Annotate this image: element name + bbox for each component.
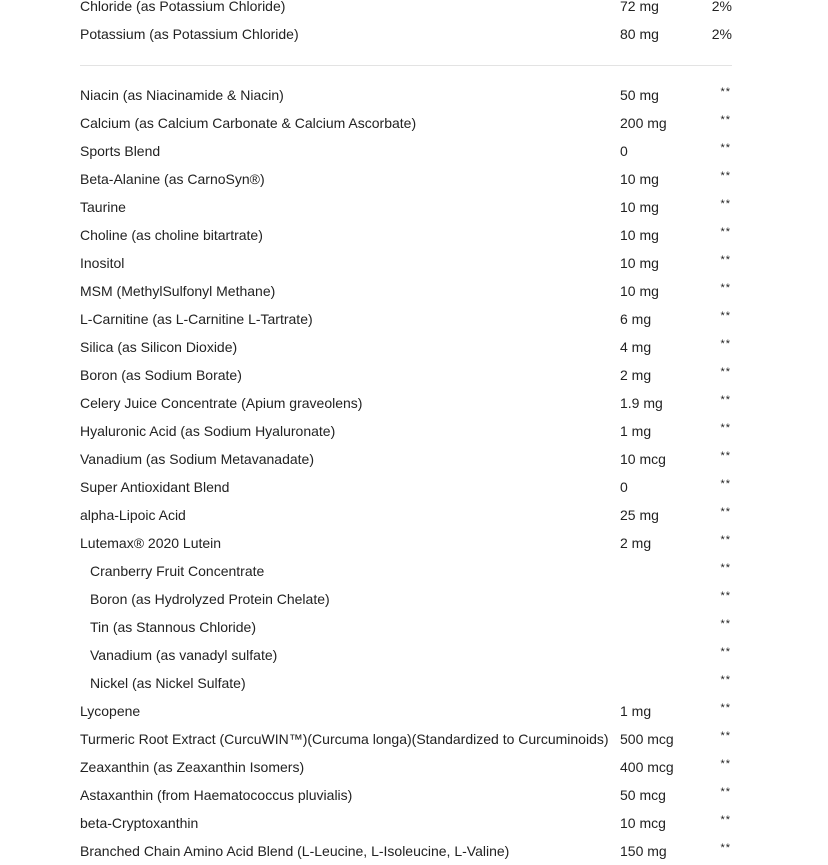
nutrient-amount: 6 mg xyxy=(620,311,652,327)
nutrient-amount: 0 xyxy=(620,143,628,159)
nutrient-name: Branched Chain Amino Acid Blend (L-Leucine, L-Isoleucine, L-Valine) xyxy=(80,843,510,859)
nutrient-name: Choline (as choline bitartrate) xyxy=(80,227,263,243)
daily-value: 2% xyxy=(711,26,732,42)
nutrient-name: L-Carnitine (as L-Carnitine L-Tartrate) xyxy=(80,311,313,327)
nutrient-name: Tin (as Stannous Chloride) xyxy=(90,619,257,635)
electrolyte-section xyxy=(80,0,732,48)
nutrient-row xyxy=(80,753,732,781)
nutrient-row xyxy=(80,697,732,725)
nutrient-row xyxy=(80,837,732,865)
daily-value: ** xyxy=(720,254,731,266)
daily-value: ** xyxy=(720,702,731,714)
nutrient-name: alpha-Lipoic Acid xyxy=(80,507,186,523)
nutrient-row xyxy=(80,81,732,109)
daily-value: ** xyxy=(720,366,731,378)
nutrient-row xyxy=(80,0,732,20)
nutrient-row xyxy=(80,613,732,641)
supplement-facts-table xyxy=(80,0,732,865)
nutrient-amount: 10 mg xyxy=(620,171,659,187)
nutrient-amount: 50 mcg xyxy=(620,787,666,803)
nutrient-row xyxy=(80,193,732,221)
nutrient-name: Astaxanthin (from Haematococcus pluvialis) xyxy=(80,787,353,803)
nutrient-name: Nickel (as Nickel Sulfate) xyxy=(90,675,246,691)
nutrient-name: Silica (as Silicon Dioxide) xyxy=(80,339,238,355)
daily-value: ** xyxy=(720,590,731,602)
daily-value: ** xyxy=(720,86,731,98)
nutrient-amount: 400 mcg xyxy=(620,759,674,775)
daily-value: ** xyxy=(720,394,731,406)
nutrient-amount: 1.9 mg xyxy=(620,395,663,411)
nutrient-amount: 10 mcg xyxy=(620,815,666,831)
nutrient-amount: 150 mg xyxy=(620,843,667,859)
nutrient-row xyxy=(80,641,732,669)
nutrient-amount: 10 mg xyxy=(620,255,659,271)
nutrient-row xyxy=(80,165,732,193)
nutrient-amount: 0 xyxy=(620,479,628,495)
nutrient-row xyxy=(80,473,732,501)
nutrient-name: Turmeric Root Extract (CurcuWIN™)(Curcuma longa)(Standardized to Curcuminoids) xyxy=(80,731,609,747)
nutrient-row xyxy=(80,20,732,48)
nutrient-amount: 10 mg xyxy=(620,199,659,215)
nutrient-name: Niacin (as Niacinamide & Niacin) xyxy=(80,87,284,103)
daily-value: ** xyxy=(720,422,731,434)
nutrient-name: Taurine xyxy=(80,199,126,215)
nutrient-amount: 10 mg xyxy=(620,227,659,243)
nutrient-name: Boron (as Sodium Borate) xyxy=(80,367,242,383)
nutrient-name: Chloride (as Potassium Chloride) xyxy=(80,0,286,14)
nutrient-row xyxy=(80,809,732,837)
daily-value: ** xyxy=(720,534,731,546)
nutrient-amount: 200 mg xyxy=(620,115,667,131)
nutrient-name: Hyaluronic Acid (as Sodium Hyaluronate) xyxy=(80,423,336,439)
daily-value: ** xyxy=(720,786,731,798)
nutrient-name: Cranberry Fruit Concentrate xyxy=(90,563,265,579)
nutrient-name: MSM (MethylSulfonyl Methane) xyxy=(80,283,276,299)
nutrient-amount: 10 mg xyxy=(620,283,659,299)
nutrient-row xyxy=(80,557,732,585)
section-divider xyxy=(80,65,732,66)
daily-value: ** xyxy=(720,758,731,770)
nutrient-row xyxy=(80,137,732,165)
nutrient-amount: 72 mg xyxy=(620,0,659,14)
daily-value: ** xyxy=(720,842,731,854)
nutrient-amount: 80 mg xyxy=(620,26,659,42)
nutrient-row xyxy=(80,305,732,333)
nutrient-row xyxy=(80,585,732,613)
daily-value: ** xyxy=(720,814,731,826)
daily-value: ** xyxy=(720,198,731,210)
nutrient-row xyxy=(80,529,732,557)
daily-value: ** xyxy=(720,450,731,462)
nutrient-amount: 10 mcg xyxy=(620,451,666,467)
nutrient-name: Inositol xyxy=(80,255,125,271)
nutrient-name: Lycopene xyxy=(80,703,141,719)
nutrient-row xyxy=(80,389,732,417)
daily-value: ** xyxy=(720,674,731,686)
nutrient-amount: 1 mg xyxy=(620,703,652,719)
nutrient-name: Vanadium (as Sodium Metavanadate) xyxy=(80,451,314,467)
daily-value: ** xyxy=(720,730,731,742)
nutrient-amount: 25 mg xyxy=(620,507,659,523)
ingredients-section xyxy=(80,81,732,865)
daily-value: ** xyxy=(720,562,731,574)
nutrient-amount: 500 mcg xyxy=(620,731,674,747)
nutrient-row xyxy=(80,221,732,249)
nutrient-row xyxy=(80,725,732,753)
nutrient-name: Zeaxanthin (as Zeaxanthin Isomers) xyxy=(80,759,305,775)
daily-value: ** xyxy=(720,618,731,630)
nutrient-row xyxy=(80,249,732,277)
nutrient-name: beta-Cryptoxanthin xyxy=(80,815,199,831)
nutrient-row xyxy=(80,109,732,137)
nutrient-name: Potassium (as Potassium Chloride) xyxy=(80,26,299,42)
daily-value: ** xyxy=(720,338,731,350)
nutrient-row xyxy=(80,445,732,473)
nutrient-row xyxy=(80,333,732,361)
nutrient-name: Calcium (as Calcium Carbonate & Calcium Ascorbate) xyxy=(80,115,417,131)
nutrient-name: Lutemax® 2020 Lutein xyxy=(80,535,222,551)
nutrient-row xyxy=(80,669,732,697)
nutrient-row xyxy=(80,277,732,305)
nutrient-amount: 2 mg xyxy=(620,535,652,551)
daily-value: ** xyxy=(720,114,731,126)
nutrient-name: Boron (as Hydrolyzed Protein Chelate) xyxy=(90,591,330,607)
nutrient-name: Sports Blend xyxy=(80,143,161,159)
nutrient-row xyxy=(80,501,732,529)
nutrient-row xyxy=(80,781,732,809)
nutrient-name: Celery Juice Concentrate (Apium graveolens) xyxy=(80,395,363,411)
nutrient-name: Super Antioxidant Blend xyxy=(80,479,230,495)
daily-value: ** xyxy=(720,506,731,518)
nutrient-name: Vanadium (as vanadyl sulfate) xyxy=(90,647,278,663)
daily-value: ** xyxy=(720,226,731,238)
nutrient-row xyxy=(80,417,732,445)
daily-value: ** xyxy=(720,142,731,154)
daily-value: ** xyxy=(720,282,731,294)
daily-value: 2% xyxy=(711,0,732,14)
daily-value: ** xyxy=(720,646,731,658)
nutrient-amount: 50 mg xyxy=(620,87,659,103)
daily-value: ** xyxy=(720,170,731,182)
nutrient-amount: 2 mg xyxy=(620,367,652,383)
nutrient-amount: 1 mg xyxy=(620,423,652,439)
nutrient-name: Beta-Alanine (as CarnoSyn®) xyxy=(80,171,265,187)
daily-value: ** xyxy=(720,478,731,490)
nutrient-amount: 4 mg xyxy=(620,339,652,355)
nutrient-row xyxy=(80,361,732,389)
daily-value: ** xyxy=(720,310,731,322)
